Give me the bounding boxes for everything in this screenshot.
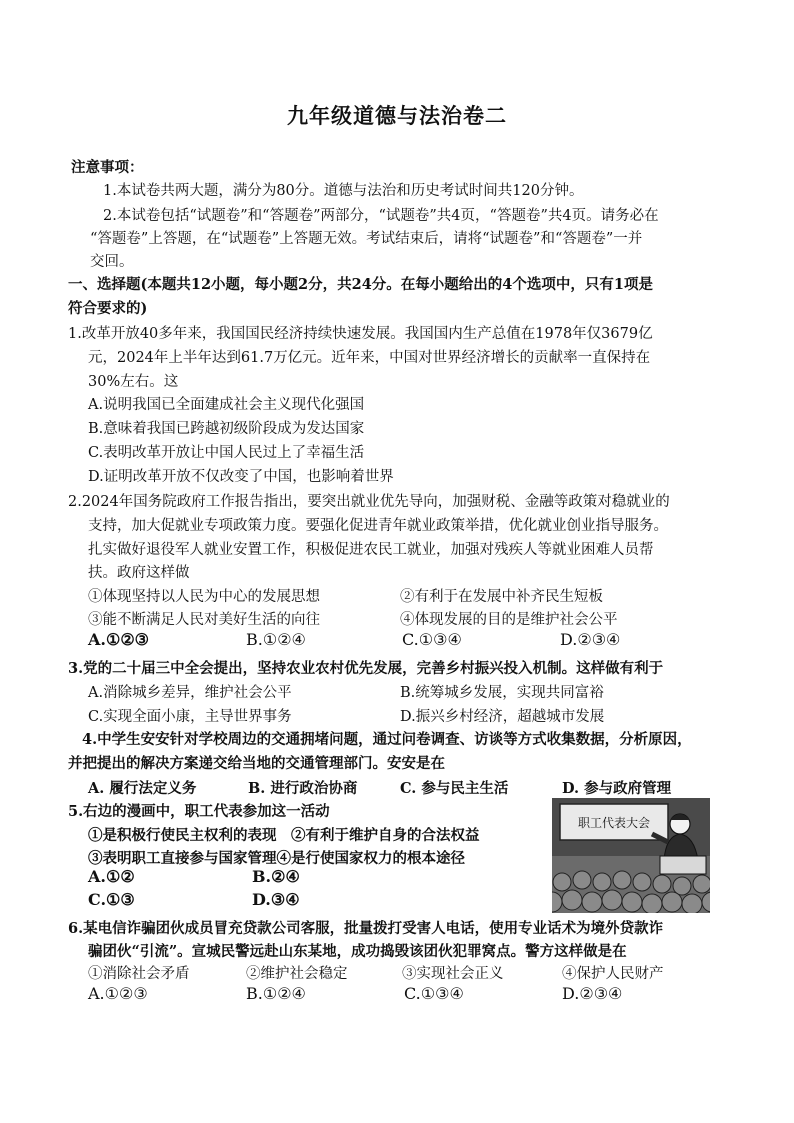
- notice-heading: 注意事项：: [71, 159, 144, 176]
- q4-option-c: C. 参与民主生活: [400, 780, 509, 797]
- q6-option-d: D.②③④: [562, 984, 623, 1003]
- q5-option-a: A.①②: [88, 867, 135, 886]
- q5-option-d: D.③④: [252, 890, 300, 909]
- q2-stem-line-3: 扎实做好退役军人就业安置工作，积极促进农民工就业，加强对残疾人等就业困难人员帮: [88, 542, 654, 558]
- q5-stem-line-1: 5.右边的漫画中，职工代表参加这一活动: [68, 803, 330, 820]
- q6-statement-2: ②维护社会稳定: [246, 966, 348, 982]
- q4-option-a: A. 履行法定义务: [88, 780, 197, 797]
- q2-option-c: C.①③④: [402, 630, 462, 649]
- podium: [660, 856, 706, 874]
- q1-stem-line-1: 1.改革开放40多年来，我国国民经济持续快速发展。我国国内生产总值在1978年仅3679亿: [68, 326, 653, 342]
- q5-option-c: C.①③: [88, 890, 135, 909]
- notice-line-2c: 交回。: [90, 254, 134, 270]
- section-heading-line-1: 一、选择题(本题共12小题，每小题2分，共24分。在每小题给出的4个选项中，只有1项是: [68, 276, 653, 293]
- q5-option-b: B.②④: [252, 867, 300, 886]
- q3-option-b: B.统筹城乡发展，实现共同富裕: [400, 685, 604, 701]
- q6-option-b: B.①②④: [246, 984, 306, 1003]
- q3-option-a: A.消除城乡差异，维护社会公平: [88, 685, 292, 701]
- q6-stem-line-2: 骗团伙“引流”。宣城民警远赴山东某地，成功捣毁该团伙犯罪窝点。警方这样做是在: [88, 943, 627, 960]
- q1-stem-line-3: 30%左右。这: [88, 374, 179, 390]
- q4-stem-line-1: 4.中学生安安针对学校周边的交通拥堵问题，通过问卷调查、访谈等方式收集数据，分析原因，: [82, 731, 692, 748]
- q6-option-c: C.①③④: [404, 984, 464, 1003]
- q4-option-d: D. 参与政府管理: [562, 780, 672, 797]
- q2-stem-line-4: 扶。政府这样做: [88, 565, 190, 581]
- q3-stem-line-1: 3.党的二十届三中全会提出，坚持农业农村优先发展，完善乡村振兴投入机制。这样做有利于: [68, 660, 664, 677]
- q2-statement-1: ①体现坚持以人民为中心的发展思想: [88, 589, 320, 605]
- page-title: 九年级道德与法治卷二: [287, 103, 507, 128]
- q3-option-c: C.实现全面小康，主导世界事务: [88, 709, 292, 725]
- banner-text: 职工代表大会: [577, 816, 651, 830]
- q1-option-a: A.说明我国已全面建成社会主义现代化强国: [88, 397, 365, 413]
- notice-line-1: 1.本试卷共两大题，满分为80分。道德与法治和历史考试时间共120分钟。: [103, 183, 584, 199]
- q2-option-b: B.①②④: [246, 630, 306, 649]
- q6-option-a: A.①②③: [88, 984, 148, 1003]
- q2-statement-2: ②有利于在发展中补齐民生短板: [400, 589, 603, 605]
- q4-stem-line-2: 并把提出的解决方案递交给当地的交通管理部门。安安是在: [68, 755, 445, 772]
- q6-statement-4: ④保护人民财产: [562, 966, 664, 982]
- q2-stem-line-1: 2.2024年国务院政府工作报告指出，要突出就业优先导向，加强财税、金融等政策对稳就业的: [68, 494, 670, 510]
- q2-statement-3: ③能不断满足人民对美好生活的向往: [88, 612, 320, 628]
- q5-statements-1-2: ①是积极行使民主权利的表现 ②有利于维护自身的合法权益: [88, 827, 480, 844]
- notice-line-2a: 2.本试卷包括“试题卷”和“答题卷”两部分，“试题卷”共4页，“答题卷”共4页。请务必在: [103, 208, 659, 224]
- workers-congress-cartoon: [552, 798, 710, 913]
- q1-option-b: B.意味着我国已跨越初级阶段成为发达国家: [88, 421, 365, 437]
- q1-option-d: D.证明改革开放不仅改变了中国，也影响着世界: [88, 469, 394, 485]
- notice-line-2b: “答题卷”上答题，在“试题卷”上答题无效。考试结束后，请将“试题卷”和“答题卷”一并: [90, 231, 643, 247]
- q6-stem-line-1: 6.某电信诈骗团伙成员冒充贷款公司客服，批量拨打受害人电话，使用专业话术为境外贷款诈: [68, 920, 664, 937]
- q5-statements-3-4: ③表明职工直接参与国家管理④是行使国家权力的根本途径: [88, 850, 465, 867]
- q2-statement-4: ④体现发展的目的是维护社会公平: [400, 612, 618, 628]
- cartoon-drawing: [552, 798, 710, 913]
- q2-option-a: A.①②③: [88, 630, 150, 649]
- q6-statement-1: ①消除社会矛盾: [88, 966, 190, 982]
- q2-option-d: D.②③④: [560, 630, 621, 649]
- q1-stem-line-2: 元，2024年上半年达到61.7万亿元。近年来，中国对世界经济增长的贡献率一直保持在: [88, 350, 651, 366]
- q2-stem-line-2: 支持，加大促就业专项政策力度。要强化促进青年就业政策举措，优化就业创业指导服务。: [88, 518, 668, 534]
- q1-option-c: C.表明改革开放让中国人民过上了幸福生活: [88, 445, 365, 461]
- section-heading-line-2: 符合要求的): [68, 300, 148, 317]
- q3-option-d: D.振兴乡村经济，超越城市发展: [400, 709, 605, 725]
- q4-option-b: B. 进行政治协商: [248, 780, 358, 797]
- q6-statement-3: ③实现社会正义: [402, 966, 504, 982]
